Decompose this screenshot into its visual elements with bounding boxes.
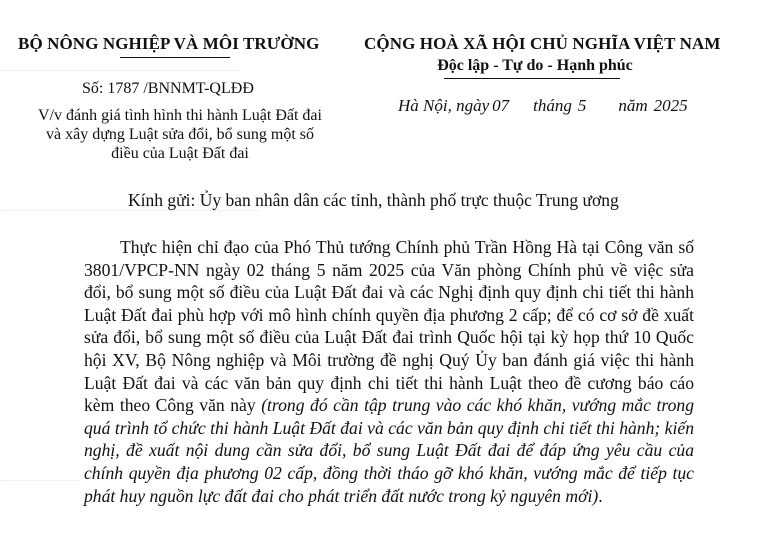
date-month: 5 — [577, 96, 587, 115]
subject-line: và xây dựng Luật sửa đổi, bổ sung một số — [46, 126, 314, 143]
subject-line: điều của Luật Đất đai — [111, 145, 249, 162]
country-name: CỘNG HOÀ XÃ HỘI CHỦ NGHĨA VIỆT NAM — [364, 34, 721, 53]
date-month-label: tháng — [533, 96, 572, 115]
date-year: 2025 — [653, 96, 688, 115]
body-text-italic: (trong đó cần tập trung vào các khó khăn, vướng mắc trong quá trình tổ chức thi hành Luật Đất đai và các văn bản quy định chi tiết thi hành; kiến nghị, đề xuất nội dung cần sửa đổi, bổ sung Luật Đất đai để đáp ứng yêu cầu của chính quyền địa phương 02 cấp, đồng thời tháo gỡ khó khăn, vướng mắc để tiếp tục phát huy nguồn lực đất đai cho phát triển đất nước trong kỷ nguyên mới) — [84, 395, 694, 506]
ministry-underline — [120, 57, 230, 58]
document-subject — [10, 106, 350, 163]
date-year-label: năm — [618, 96, 648, 115]
bleed-through-mark — [0, 480, 80, 511]
bleed-through-mark — [0, 210, 260, 225]
subject-line: V/v đánh giá tình hình thi hành Luật Đất đai — [38, 107, 322, 124]
date-day: 07 — [492, 96, 510, 115]
recipient-line: Kính gửi: Ủy ban nhân dân các tỉnh, thành phố trực thuộc Trung ương — [128, 190, 619, 210]
body-text-normal: Thực hiện chỉ đạo của Phó Thủ tướng Chính phủ Trần Hồng Hà tại Công văn số 3801/VPCP-NN ngày 02 tháng 5 năm 2025 của Văn phòng Chính phủ về việc sửa đổi, bổ sung một số điều của Luật Đất đai và các Nghị định quy định chi tiết thi hành Luật Đất đai phù hợp với mô hình chính quyền địa phương 2 cấp; để có cơ sở đề xuất sửa đổi, bổ sung một số điều của Luật Đất đai trình Quốc hội tại kỳ họp thứ 10 Quốc hội XV, Bộ Nông nghiệp và Môi trường đề nghị Quý Ủy ban đánh giá việc thi hành Luật Đất đai và các văn bản quy định chi tiết thi hành Luật theo đề cương báo cáo kèm theo Công văn này — [84, 237, 694, 416]
body-text-end: . — [598, 485, 603, 506]
date-place: Hà Nội, ngày — [398, 96, 490, 115]
motto-underline — [444, 78, 620, 79]
national-motto: Độc lập - Tự do - Hạnh phúc — [437, 57, 633, 74]
ministry-name: BỘ NÔNG NGHIỆP VÀ MÔI TRƯỜNG — [18, 34, 320, 53]
document-number: Số: 1787 /BNNMT-QLĐĐ — [82, 80, 254, 97]
body-paragraph — [84, 236, 694, 507]
date-line — [398, 96, 688, 116]
